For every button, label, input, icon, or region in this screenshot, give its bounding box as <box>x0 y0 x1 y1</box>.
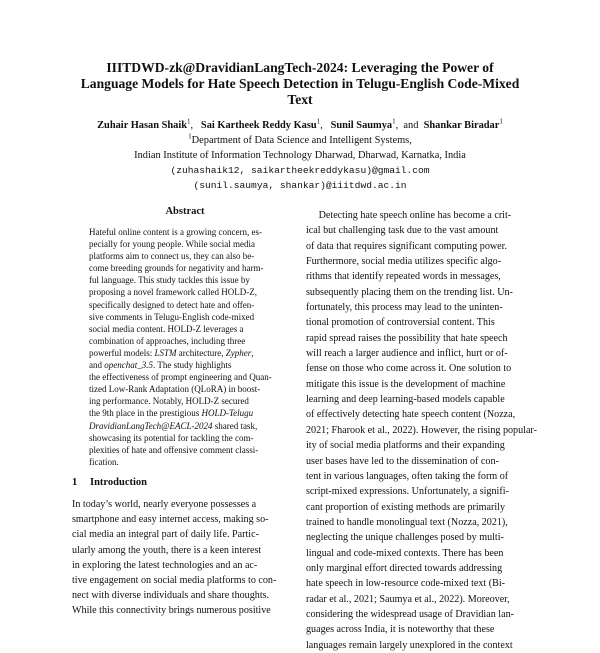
text-line: tent in various languages, often taking the form of <box>306 470 509 482</box>
text-line: Furthermore, social media utilizes specific algo- <box>306 256 502 268</box>
text-line: fense on those who come across it. One solution to <box>306 363 512 375</box>
abstract-line: showcasing its potential for tackling the com- <box>89 432 254 443</box>
text-line: cial media an integral part of daily life. Partic- <box>72 529 259 541</box>
text-line: user bases have led to the dissemination of con- <box>306 455 499 467</box>
abstract-line: platforms aim to connect us, they can also be- <box>89 251 255 262</box>
text-line: tive engagement on social media platforms to con- <box>72 575 277 587</box>
text-line: of data that requires significant computing power. <box>306 240 507 252</box>
text-line: nect with diverse individuals and share thoughts. <box>72 590 270 602</box>
author-name: Zuhair Hasan Shaik <box>97 120 188 131</box>
author-name: Sai Kartheek Reddy Kasu <box>200 120 317 131</box>
author-emails: (sunil.saumya, shankar)@iiitdwd.ac.in <box>193 180 407 191</box>
text-line: trained to handle monolingual text (Nozza, 2021), <box>306 516 508 528</box>
author-name: Shankar Biradar <box>423 120 500 131</box>
title-line: Text <box>287 92 313 107</box>
text-line: guages across India, it is noteworthy that these <box>306 624 495 636</box>
abstract-body <box>89 226 289 468</box>
abstract-line: tized Low-Rank Adaptation (QLoRA) in boost- <box>89 384 261 395</box>
text-line: 2021; Fharook et al., 2022). However, the rising popular- <box>306 424 537 436</box>
abstract-line: plexities of hate and offensive comment classi- <box>89 444 259 455</box>
abstract-line: specifically designed to detect hate and offen- <box>89 299 255 310</box>
text-line: hate speech in low-resource code-mixed text (Bi- <box>306 578 505 590</box>
author-emails: (zuhashaik12, saikartheekreddykasu)@gmail.com <box>170 165 430 176</box>
text-line: Detecting hate speech online has become a crit- <box>306 210 512 221</box>
text-line: tional promotion of controversial content. This <box>306 317 495 329</box>
affiliation-department: $^1$Department of Data Science and Intelligent Systems, <box>188 132 412 146</box>
text-line: cant proportion of existing methods are primarily <box>306 501 506 513</box>
abstract-line: social media content. HOLD-Z leverages a <box>89 323 244 334</box>
affiliation-institute: Indian Institute of Information Technology Dharwad, Dharwad, Karnatka, India <box>134 150 466 161</box>
abstract-line: come breeding grounds for negativity and harm- <box>89 263 264 274</box>
text-line: radar et al., 2021; Saumya et al., 2022). Moreover, <box>306 593 510 605</box>
text-line: rapid spread raises the possibility that hate speech <box>306 332 508 344</box>
text-line: While this connectivity brings numerous positive <box>72 605 271 617</box>
abstract-line: and openchat_3.5. The study highlights <box>89 360 232 371</box>
text-line: learning and deep learning-based models capable <box>306 394 505 406</box>
abstract-heading: Abstract <box>165 206 205 217</box>
abstract-line: the effectiveness of prompt engineering and Quan- <box>89 372 272 383</box>
text-line: ical but challenging task due to the vast amount <box>306 225 499 237</box>
abstract-line: Hateful online content is a growing concern, es- <box>89 227 262 237</box>
text-line: considering the widespread usage of Dravidian lan- <box>306 608 514 620</box>
author-names: Zuhair Hasan Shaik$^1$, Sai Kartheek Reddy Kasu$^1$, Sunil Saumya$^1$, and Shankar Biradar$^1$ <box>97 117 503 131</box>
text-line: script-mixed expressions. Unfortunately, a signifi- <box>306 486 509 498</box>
author-name: Sunil Saumya <box>330 120 393 131</box>
abstract-line: the 9th place in the prestigious HOLD-Telugu <box>89 408 254 419</box>
abstract-line: DravidianLangTech@EACL-2024 shared task, <box>89 420 258 431</box>
text-line: languages remain largely unexplored in the context <box>306 639 513 651</box>
abstract-line: fication. <box>89 456 119 467</box>
text-line: fortunately, this process may lead to the uninten- <box>306 302 503 314</box>
introduction-body <box>72 497 294 619</box>
text-line: rithms that identify repeated words in messages, <box>306 271 501 283</box>
abstract-line: proposing a novel framework called HOLD-Z, <box>89 287 257 298</box>
text-line: In today’s world, nearly everyone possesses a <box>72 499 257 510</box>
text-line: will reach a larger audience and inflict, hurt or of- <box>306 348 508 360</box>
section-title: Introduction <box>90 477 147 488</box>
text-line: smartphone and easy internet access, making so- <box>72 514 269 526</box>
section-heading-introduction <box>72 477 292 488</box>
title-line: IIITDWD-zk@DravidianLangTech-2024: Leveraging the Power of <box>106 60 494 75</box>
text-line: mitigate this issue is the development of machine <box>306 378 506 390</box>
text-line: ity of social media platforms and their expanding <box>306 440 505 452</box>
text-line: only marginal effort directed towards addressing <box>306 562 503 574</box>
text-line: subsequently placing them on the trending list. Un- <box>306 286 513 298</box>
section-number: 1 <box>72 477 78 488</box>
abstract-line: ing performance. Notably, HOLD-Z secured <box>89 396 249 407</box>
text-line: lingual and code-mixed contexts. There has been <box>306 547 504 559</box>
right-column-body <box>306 208 537 653</box>
abstract-line: sive comments in Telugu-English code-mixed <box>89 311 255 322</box>
paper-title <box>60 60 540 108</box>
abstract-line: pecially for young people. While social media <box>89 239 256 250</box>
abstract-line: powerful models: LSTM architecture, Zypher, <box>89 347 254 358</box>
text-line: neglecting the unique challenges posed by multi- <box>306 532 504 544</box>
author-block <box>40 118 560 193</box>
abstract-line: combination of approaches, including three <box>89 335 246 346</box>
text-line: in exploring the latest technologies and an ac- <box>72 559 258 571</box>
text-line: ularly among the youth, there is a keen interest <box>72 544 262 556</box>
abstract-line: ful language. This study tackles this issue by <box>89 275 250 286</box>
title-line: Language Models for Hate Speech Detection in Telugu-English Code-Mixed <box>80 76 520 91</box>
text-line: of effectively detecting hate speech content (Nozza, <box>306 409 516 421</box>
